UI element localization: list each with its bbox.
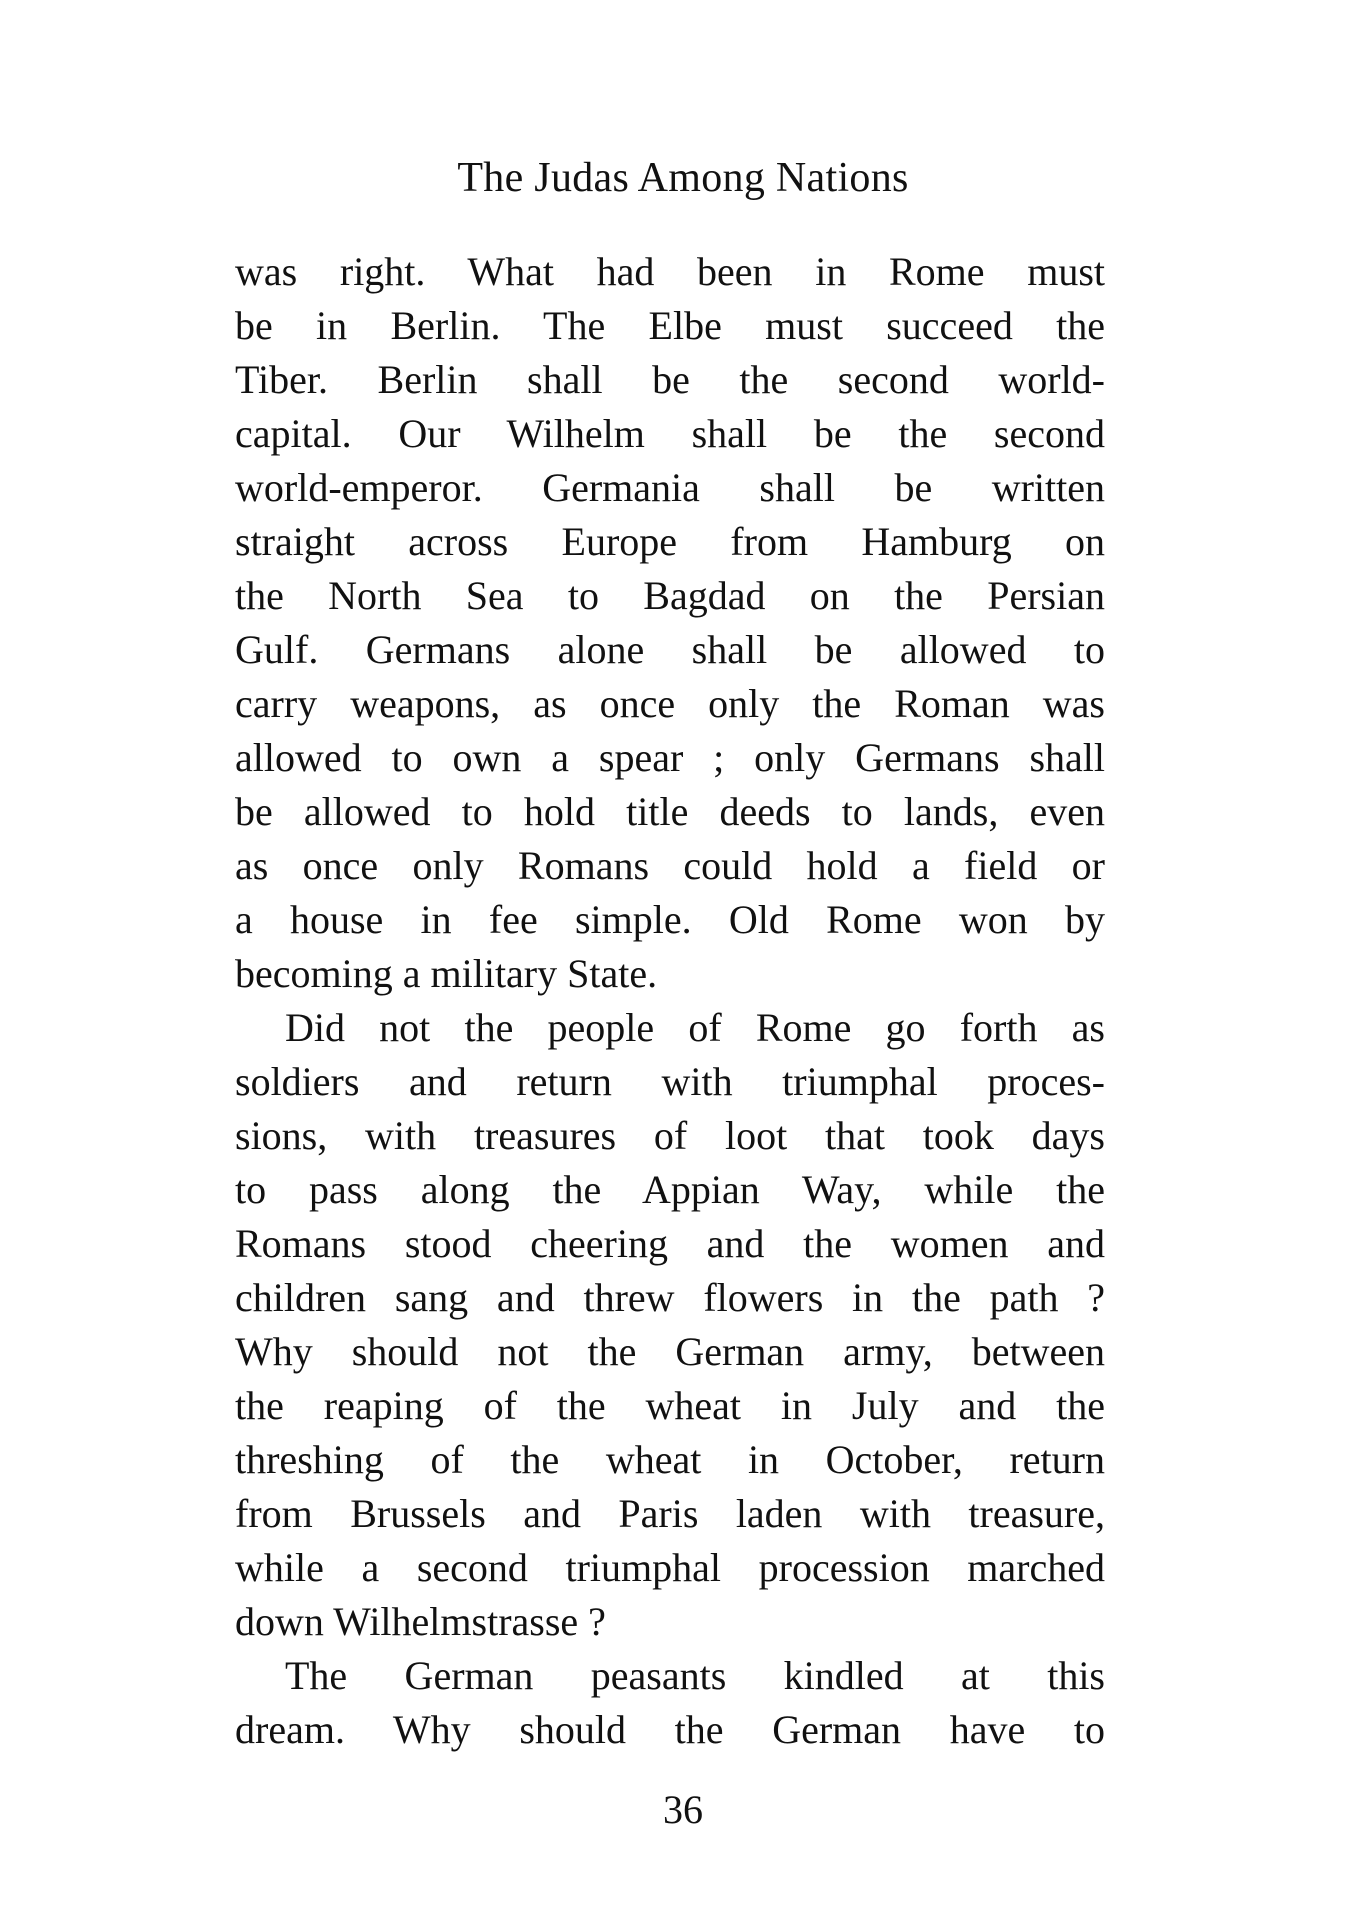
text-line: allowed to own a spear ; only Germans shall xyxy=(235,735,1105,780)
text-line: Did not the people of Rome go forth as xyxy=(285,1005,1105,1050)
text-line: down Wilhelmstrasse ? xyxy=(235,1599,606,1644)
text-line: threshing of the wheat in October, return xyxy=(235,1437,1105,1482)
paragraph-2 xyxy=(235,1001,1105,1649)
text-line: to pass along the Appian Way, while the xyxy=(235,1167,1105,1212)
text-line: as once only Romans could hold a field or xyxy=(235,843,1105,888)
paragraph-3 xyxy=(235,1649,1105,1757)
text-line: the North Sea to Bagdad on the Persian xyxy=(235,573,1105,618)
text-line: a house in fee simple. Old Rome won by xyxy=(235,897,1105,942)
text-line: dream. Why should the German have to xyxy=(235,1707,1105,1752)
text-line: from Brussels and Paris laden with treasure, xyxy=(235,1491,1105,1536)
text-line: be in Berlin. The Elbe must succeed the xyxy=(235,303,1105,348)
text-line: straight across Europe from Hamburg on xyxy=(235,519,1105,564)
text-line: Why should not the German army, between xyxy=(235,1329,1105,1374)
text-line: Gulf. Germans alone shall be allowed to xyxy=(235,627,1105,672)
text-line: children sang and threw flowers in the path ? xyxy=(235,1275,1105,1320)
text-line: soldiers and return with triumphal proces- xyxy=(235,1059,1105,1104)
page-number: 36 xyxy=(663,1787,703,1832)
text-line: world-emperor. Germania shall be written xyxy=(235,465,1105,510)
text-line: was right. What had been in Rome must xyxy=(235,249,1105,294)
text-line: The German peasants kindled at this xyxy=(285,1653,1105,1698)
text-line: sions, with treasures of loot that took days xyxy=(235,1113,1105,1158)
paragraph-1 xyxy=(235,245,1105,1001)
body-text xyxy=(235,245,1105,1757)
running-head: The Judas Among Nations xyxy=(457,155,909,201)
text-line: capital. Our Wilhelm shall be the second xyxy=(235,411,1105,456)
text-line: while a second triumphal procession marched xyxy=(235,1545,1105,1590)
text-line: the reaping of the wheat in July and the xyxy=(235,1383,1105,1428)
text-line: Romans stood cheering and the women and xyxy=(235,1221,1105,1266)
text-line: Tiber. Berlin shall be the second world- xyxy=(235,357,1105,402)
text-line: be allowed to hold title deeds to lands, even xyxy=(235,789,1105,834)
text-line: becoming a military State. xyxy=(235,951,658,996)
text-line: carry weapons, as once only the Roman was xyxy=(235,681,1105,726)
